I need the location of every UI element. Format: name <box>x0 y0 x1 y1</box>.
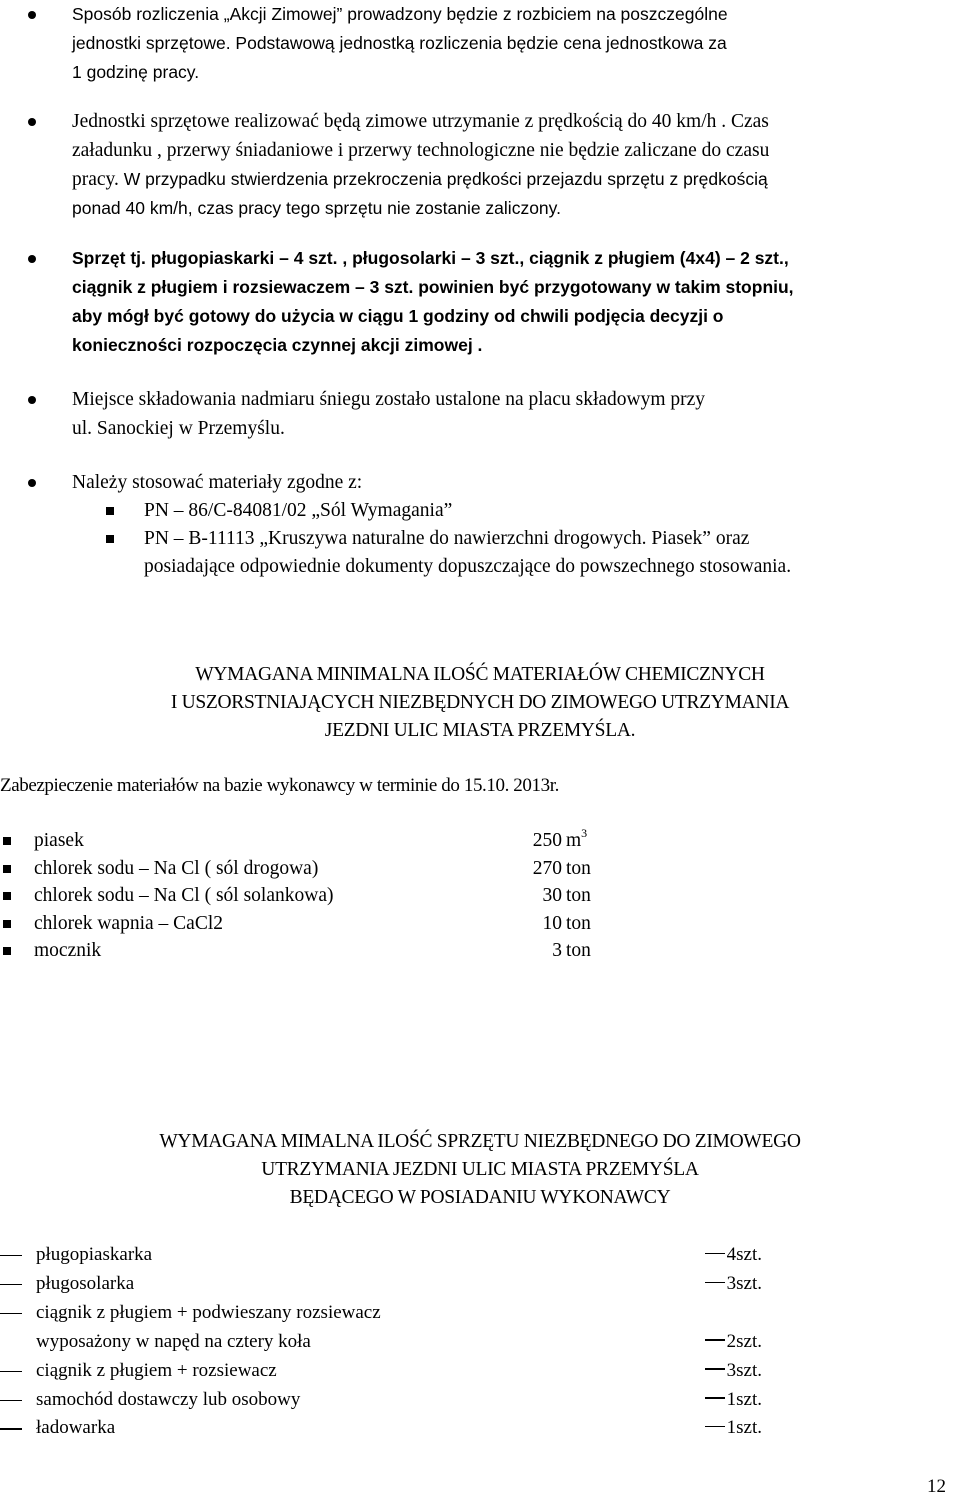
material-quantity: 270 <box>532 857 562 879</box>
equipment-quantity-value: 1szt. <box>726 1417 762 1439</box>
material-name: chlorek sodu – Na Cl ( sól drogowa) <box>34 857 319 879</box>
bullet-line: załadunku , przerwy śniadaniowe i przerwy technologiczne nie będzie zaliczane do czasu <box>72 140 770 161</box>
equipment-quantity-value: 3szt. <box>726 1359 762 1381</box>
heading-materials <box>0 661 960 745</box>
heading-line: UTRZYMANIA JEZDNI ULIC MIASTA PRZEMYŚLA <box>261 1159 699 1180</box>
standard-continuation <box>144 553 944 581</box>
heading-line: BĘDĄCEGO W POSIADANIU WYKONAWCY <box>289 1187 671 1208</box>
material-unit: ton <box>566 885 591 906</box>
dash-bullet-icon <box>0 1428 22 1429</box>
bullet-line: Sprzęt tj. pługopiaskarki – 4 szt. , pługosolarki – 3 szt., ciągnik z pługiem (4x4) – 2 szt., <box>72 248 789 268</box>
bullet-icon <box>28 11 36 19</box>
square-bullet-icon <box>3 920 11 928</box>
dash-separator-icon <box>705 1368 725 1369</box>
material-row <box>0 855 620 883</box>
dash-separator-icon <box>705 1397 725 1398</box>
dash-bullet-icon <box>0 1255 22 1256</box>
dash-bullet-icon <box>0 1400 22 1401</box>
equipment-quantity <box>705 1328 762 1356</box>
bullet-item-speed <box>72 107 952 223</box>
equipment-row <box>0 1241 780 1269</box>
material-quantity: 3 <box>552 940 562 961</box>
standard-item <box>144 497 944 525</box>
equipment-quantity <box>705 1414 762 1442</box>
equipment-quantity <box>705 1386 762 1414</box>
dash-separator-icon <box>705 1253 725 1254</box>
dash-separator-icon <box>705 1339 725 1340</box>
material-name: mocznik <box>34 940 102 961</box>
square-bullet-icon <box>3 892 11 900</box>
material-unit: ton <box>566 912 591 934</box>
dash-bullet-icon <box>0 1313 22 1314</box>
bullet-line: Jednostki sprzętowe realizować będą zimowe utrzymanie z prędkością do 40 km/h . Czas <box>72 111 769 132</box>
square-bullet-icon <box>106 535 114 543</box>
material-row <box>0 882 620 910</box>
bullet-line-mixed <box>72 165 952 194</box>
standard-text: PN – 86/C-84081/02 „Sól Wymagania” <box>144 500 453 521</box>
standard-item <box>144 525 944 553</box>
bullet-icon <box>28 479 36 487</box>
dash-bullet-icon <box>0 1371 22 1372</box>
material-unit: ton <box>566 857 591 879</box>
security-note: Zabezpieczenie materiałów na bazie wykonawcy w terminie do 15.10. 2013r. <box>0 775 559 796</box>
square-bullet-icon <box>106 507 114 515</box>
equipment-quantity-value: 1szt. <box>726 1388 762 1410</box>
bullet-text-sans: W przypadku stwierdzenia przekroczenia prędkości przejazdu sprzętu z prędkością <box>123 169 768 189</box>
equipment-quantity-value: 2szt. <box>726 1330 762 1352</box>
equipment-quantity <box>705 1270 762 1298</box>
bullet-line: ul. Sanockiej w Przemyślu. <box>72 418 285 439</box>
equipment-name: wyposażony w napęd na cztery koła <box>36 1330 311 1352</box>
dash-separator-icon <box>705 1282 725 1283</box>
equipment-quantity-value: 3szt. <box>726 1272 762 1294</box>
square-bullet-icon <box>3 865 11 873</box>
unit-exponent: 3 <box>581 826 588 840</box>
equipment-name: ładowarka <box>36 1417 116 1439</box>
material-quantity: 250 <box>532 830 562 851</box>
material-unit: $m^3$ <box>566 826 588 851</box>
equipment-name: pługosolarka <box>36 1272 135 1294</box>
bullet-line: jednostki sprzętowe. Podstawową jednostką rozliczenia będzie cena jednostkowa za <box>72 33 727 53</box>
bullet-icon <box>28 255 36 263</box>
equipment-quantity <box>705 1241 762 1269</box>
bullet-line: 1 godzinę pracy. <box>72 62 200 82</box>
bullet-line: aby mógł być gotowy do użycia w ciągu 1 godziny od chwili podjęcia decyzji o <box>72 306 724 326</box>
bullet-line: Miejsce składowania nadmiaru śniegu zostało ustalone na placu składowym przy <box>72 389 706 410</box>
material-row <box>0 937 620 965</box>
heading-line: I USZORSTNIAJĄCYCH NIEZBĘDNYCH DO ZIMOWEGO UTRZYMANIA <box>170 692 790 713</box>
bullet-item-snow-storage <box>72 385 952 443</box>
equipment-row <box>0 1299 780 1327</box>
material-name: chlorek sodu – Na Cl ( sól solankowa) <box>34 885 334 906</box>
bullet-line: Należy stosować materiały zgodne z: <box>72 472 363 493</box>
page-number: 12 <box>927 1476 946 1497</box>
bullet-line: Sposób rozliczenia „Akcji Zimowej” prowadzony będzie z rozbiciem na poszczególne <box>72 4 728 24</box>
heading-line: WYMAGANA MINIMALNA ILOŚĆ MATERIAŁÓW CHEMICZNYCH <box>195 664 765 685</box>
material-row <box>0 910 620 938</box>
material-row <box>0 827 620 855</box>
material-name: chlorek wapnia – CaCl2 <box>34 912 223 934</box>
bullet-icon <box>28 396 36 404</box>
heading-line: WYMAGANA MIMALNA ILOŚĆ SPRZĘTU NIEZBĘDNEGO DO ZIMOWEGO <box>159 1131 801 1152</box>
equipment-row <box>0 1414 780 1442</box>
equipment-quantity-value: 4szt. <box>726 1244 762 1265</box>
equipment-row <box>0 1357 780 1385</box>
bullet-line: konieczności rozpoczęcia czynnej akcji zimowej . <box>72 335 483 355</box>
equipment-row <box>0 1386 780 1414</box>
material-quantity: 30 <box>542 885 562 906</box>
square-bullet-icon <box>3 947 11 955</box>
equipment-name: pługopiaskarka <box>36 1244 153 1265</box>
bullet-text-serif: pracy. <box>72 169 119 190</box>
dash-bullet-icon <box>0 1284 22 1285</box>
bullet-line: ponad 40 km/h, czas pracy tego sprzętu nie zostanie zaliczony. <box>72 198 561 218</box>
standard-text: PN – B-11113 „Kruszywa naturalne do nawierzchni drogowych. Piasek” oraz <box>144 528 750 549</box>
dash-separator-icon <box>705 1426 725 1427</box>
equipment-name: ciągnik z pługiem + rozsiewacz <box>36 1359 277 1381</box>
heading-equipment <box>0 1128 960 1212</box>
heading-line: JEZDNI ULIC MIASTA PRZEMYŚLA. <box>324 720 636 741</box>
square-bullet-icon <box>3 837 11 845</box>
equipment-row <box>0 1270 780 1298</box>
material-quantity: 10 <box>542 912 562 934</box>
bullet-item-equipment <box>72 244 952 360</box>
equipment-quantity <box>705 1357 762 1385</box>
bullet-item-materials <box>72 468 952 497</box>
bullet-item-settlement <box>72 0 952 87</box>
standard-text: posiadające odpowiednie dokumenty dopuszczające do powszechnego stosowania. <box>144 556 792 577</box>
equipment-name: ciągnik z pługiem + podwieszany rozsiewacz <box>36 1301 381 1323</box>
equipment-name: samochód dostawczy lub osobowy <box>36 1388 301 1410</box>
equipment-row <box>0 1328 780 1356</box>
bullet-icon <box>28 118 36 126</box>
material-unit: ton <box>566 940 591 961</box>
material-name: piasek <box>34 830 84 851</box>
bullet-line: ciągnik z pługiem i rozsiewaczem – 3 szt. powinien być przygotowany w takim stopniu, <box>72 277 794 297</box>
